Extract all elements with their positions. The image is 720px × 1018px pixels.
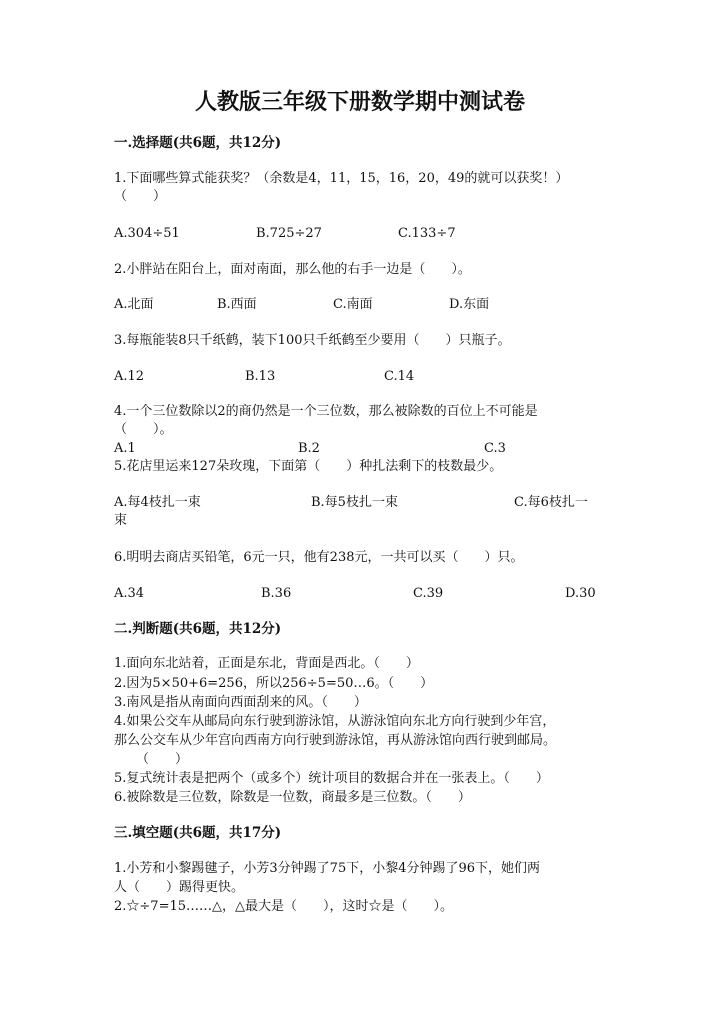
judgment-q4-line1: 4.如果公交车从邮局向东行驶到游泳馆，从游泳馆向东北方向行驶到少年宫， — [114, 714, 556, 729]
choice-q3-option-a: A.12 — [114, 369, 145, 384]
choice-q4-text: 4.一个三位数除以2的商仍然是一个三位数，那么被除数的百位上不可能是 — [114, 404, 538, 419]
page-title: 人教版三年级下册数学期中测试卷 — [194, 89, 525, 115]
choice-q5-option-c-wrap: 束 — [114, 513, 128, 528]
section-heading-fill: 三.填空题(共6题，共17分) — [114, 825, 282, 841]
choice-q3-option-b: B.13 — [245, 369, 276, 384]
choice-q3-option-c: C.14 — [384, 369, 415, 384]
choice-q1-option-c: C.133÷7 — [398, 226, 456, 241]
choice-q4-option-a: A.1 — [114, 441, 136, 456]
choice-q4-option-b: B.2 — [298, 441, 320, 456]
choice-q1-option-b: B.725÷27 — [256, 226, 322, 241]
choice-q6-option-c: C.39 — [413, 586, 444, 601]
judgment-q2: 2.因为5×50+6=256，所以256÷5=50…6。（ ） — [114, 676, 434, 691]
judgment-q4-blank: （ ） — [136, 752, 189, 767]
choice-q2-option-a: A.北面 — [114, 297, 154, 312]
fill-q1-line1: 1.小芳和小黎踢毽子，小芳3分钟踢了75下，小黎4分钟踢了96下，她们两 — [114, 861, 541, 876]
choice-q5-text: 5.花店里运来127朵玫瑰，下面第（ ）种扎法剩下的枝数最少。 — [114, 459, 503, 474]
choice-q6-option-b: B.36 — [261, 586, 292, 601]
choice-q6-text: 6.明明去商店买铅笔，6元一只，他有238元，一共可以买（ ）只。 — [114, 550, 524, 565]
choice-q1-text: 1.下面哪些算式能获奖？（余数是4，11，15，16，20，49的就可以获奖！） — [114, 171, 569, 186]
choice-q2-option-c: C.南面 — [333, 297, 373, 312]
choice-q6-option-a: A.34 — [114, 586, 145, 601]
choice-q6-option-d: D.30 — [565, 586, 596, 601]
choice-q1-option-a: A.304÷51 — [114, 226, 180, 241]
choice-q1-blank: （ ） — [114, 189, 167, 204]
judgment-q5: 5.复式统计表是把两个（或多个）统计项目的数据合并在一张表上。（ ） — [114, 771, 549, 786]
choice-q2-text: 2.小胖站在阳台上，面对南面，那么他的右手一边是（ ）。 — [114, 262, 471, 277]
section-heading-choice: 一.选择题(共6题，共12分) — [114, 135, 282, 151]
choice-q5-option-b: B.每5枝扎一束 — [311, 495, 398, 510]
section-heading-judgment: 二.判断题(共6题，共12分) — [114, 621, 282, 637]
fill-q2: 2.☆÷7=15……△，△最大是（ ），这时☆是（ ）。 — [114, 899, 453, 914]
choice-q2-option-d: D.东面 — [449, 297, 490, 312]
judgment-q6: 6.被除数是三位数，除数是一位数，商最多是三位数。（ ） — [114, 790, 471, 805]
fill-q1-line2: 人（ ）踢得更快。 — [114, 880, 245, 895]
choice-q3-text: 3.每瓶能装8只千纸鹤，装下100只千纸鹤至少要用（ ）只瓶子。 — [114, 333, 511, 348]
choice-q4-option-c: C.3 — [484, 441, 506, 456]
choice-q5-option-c: C.每6枝扎一 — [514, 495, 588, 510]
judgment-q4-line2: 那么公交车从少年宫向西南方向行驶到游泳馆，再从游泳馆向西行驶到邮局。 — [114, 733, 557, 748]
choice-q5-option-a: A.每4枝扎一束 — [114, 495, 201, 510]
choice-q2-option-b: B.西面 — [217, 297, 257, 312]
judgment-q1: 1.面向东北站着，正面是东北，背面是西北。（ ） — [114, 656, 419, 671]
choice-q4-blank: （ ）。 — [114, 422, 173, 437]
judgment-q3: 3.南风是指从南面向西面刮来的风。（ ） — [114, 695, 367, 710]
